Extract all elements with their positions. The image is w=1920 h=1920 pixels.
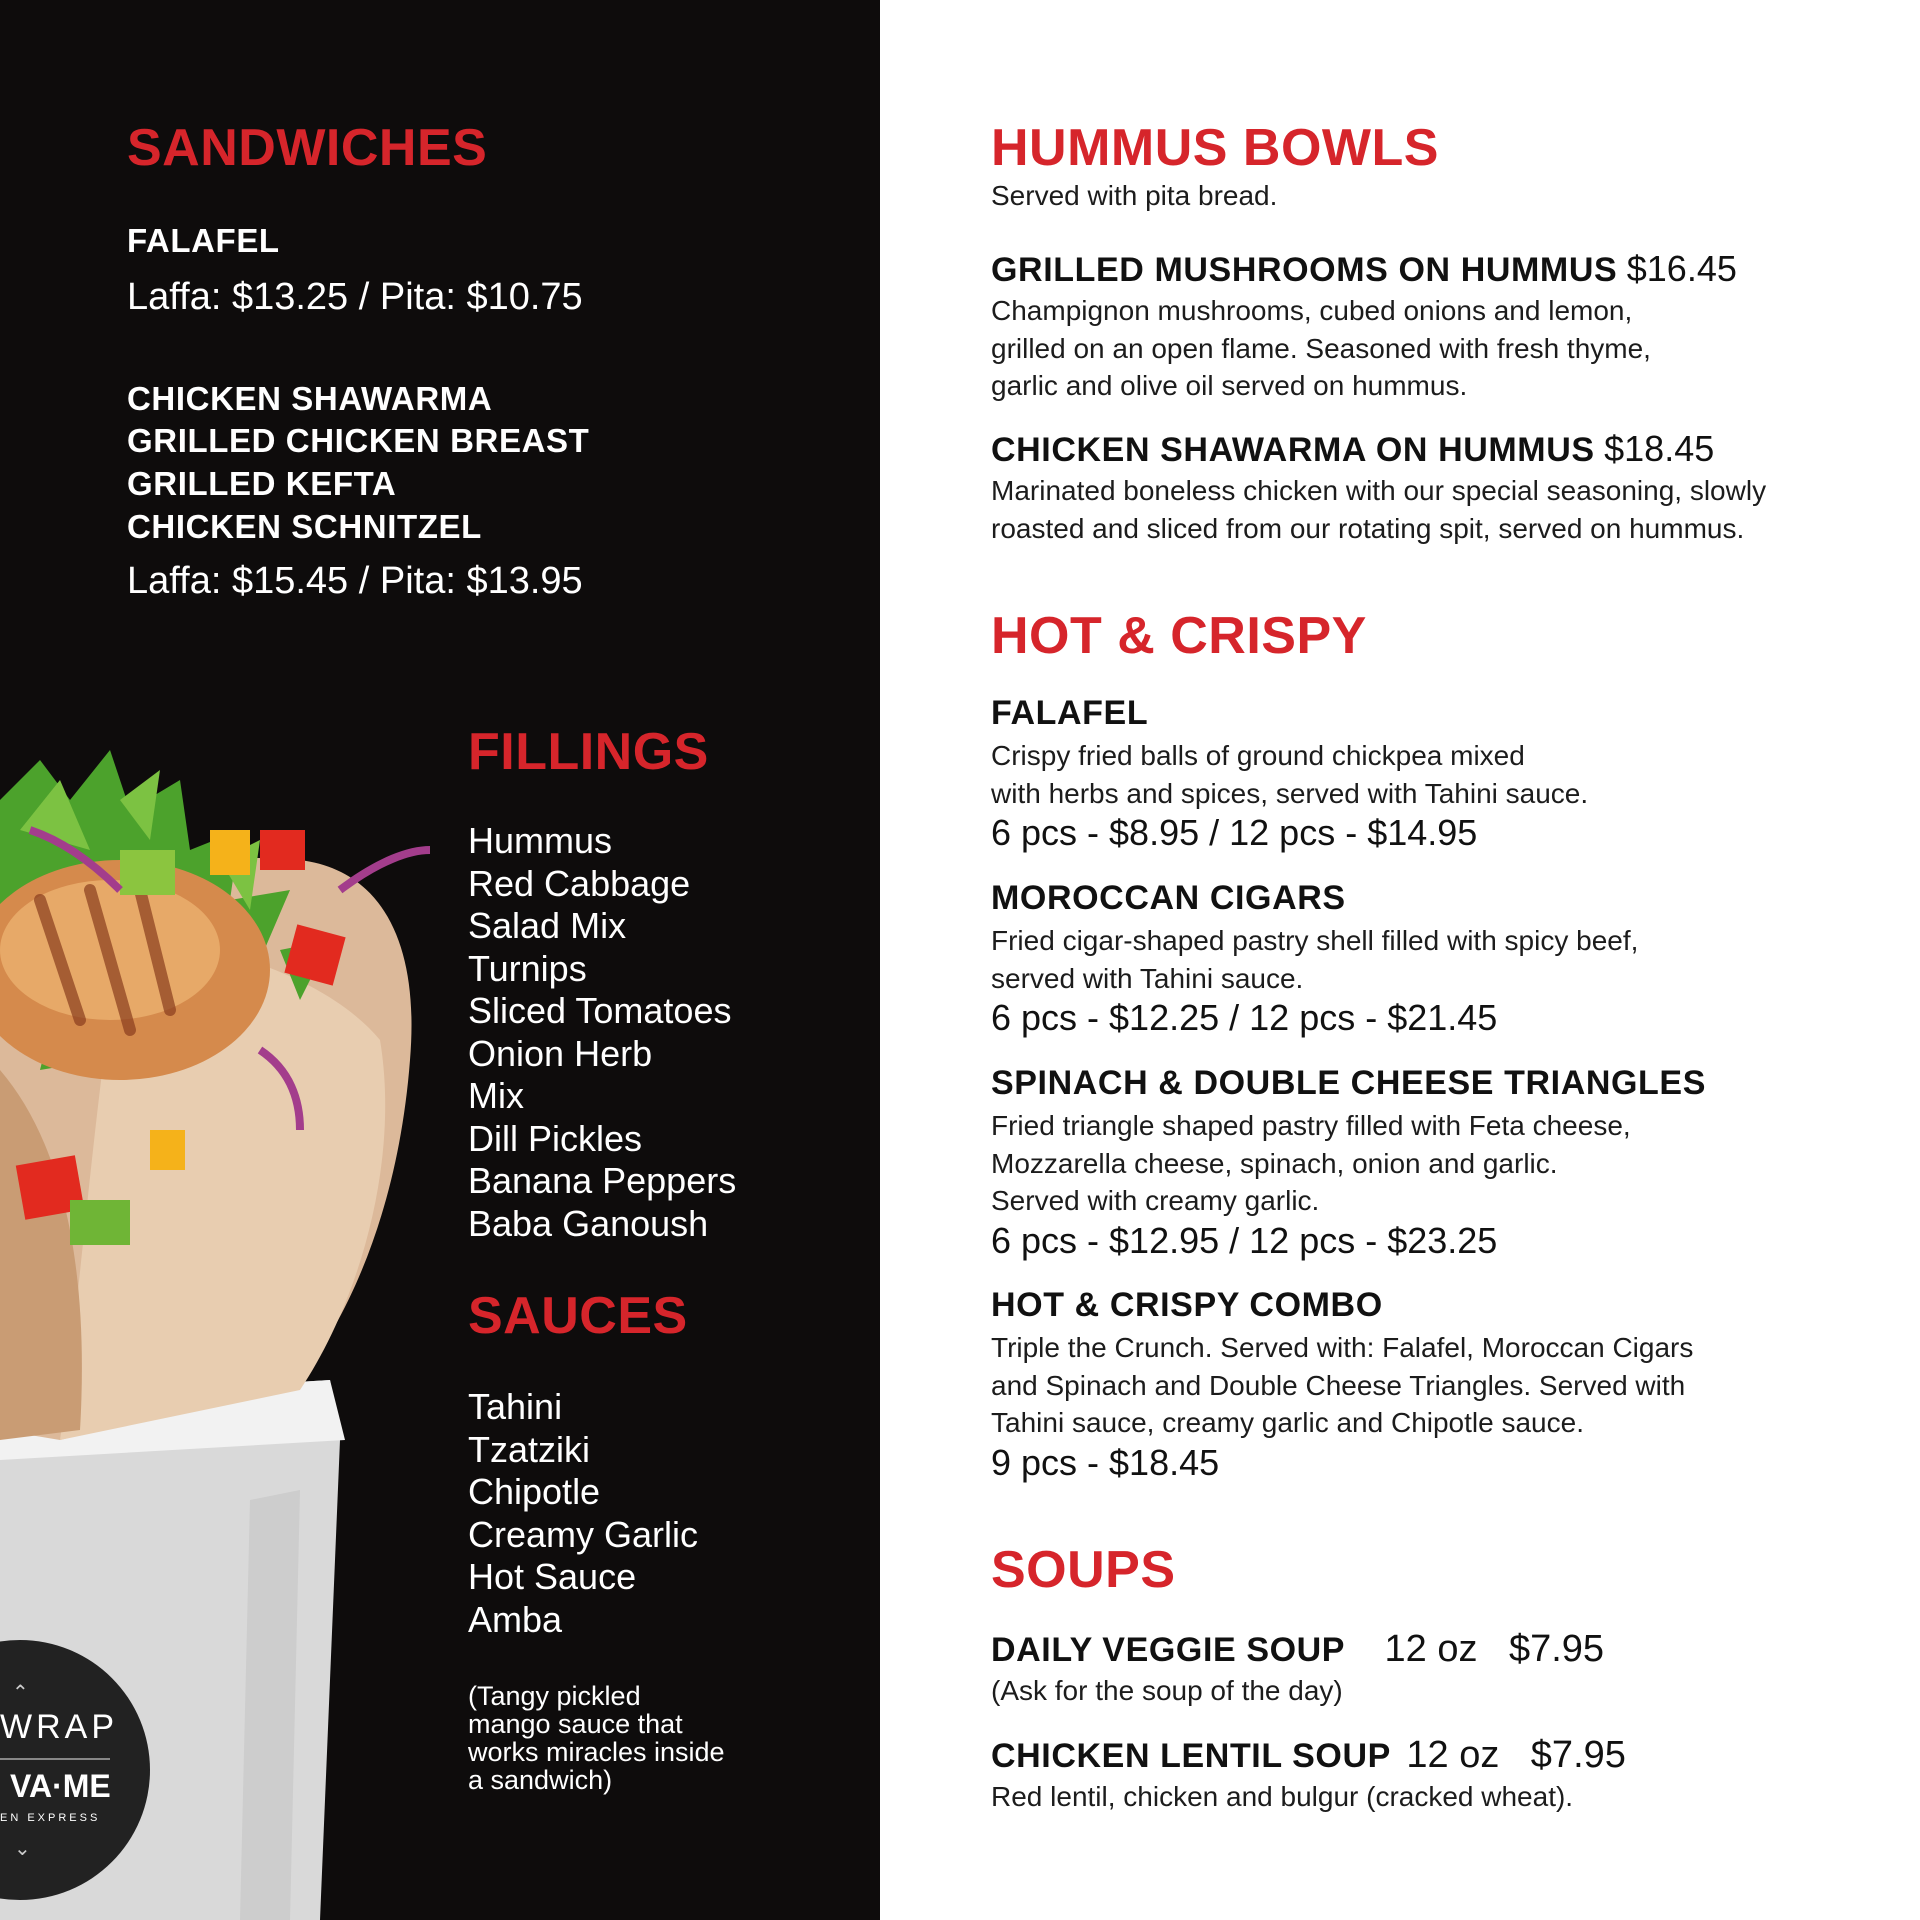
sandwich-item: CHICKEN SHAWARMA — [127, 380, 493, 417]
item-price: 6 pcs - $12.25 / 12 pcs - $21.45 — [991, 997, 1498, 1038]
item-price: $16.45 — [1626, 248, 1737, 289]
filling-item: Sliced Tomatoes — [468, 990, 732, 1031]
item-desc-line: Fried triangle shaped pastry filled with Feta cheese, — [991, 1110, 1631, 1141]
sauce-item: Creamy Garlic — [468, 1513, 699, 1555]
item-title: CHICKEN LENTIL SOUP — [991, 1737, 1391, 1775]
menu-item-moroccan-cigars — [991, 879, 1891, 1039]
item-desc-line: Served with creamy garlic. — [991, 1185, 1320, 1216]
filling-item: Hummus — [468, 820, 613, 861]
hummus-bowls-heading: HUMMUS BOWLS — [991, 119, 1439, 177]
menu-item-spinach-cheese-triangles — [991, 1064, 1891, 1262]
sandwich-item: GRILLED KEFTA — [127, 465, 397, 502]
sauce-item: Tahini — [468, 1386, 563, 1427]
item-desc-line: Red lentil, chicken and bulgur (cracked wheat). — [991, 1781, 1574, 1812]
item-desc-line: Fried cigar-shaped pastry shell filled with spicy beef, — [991, 925, 1639, 956]
filling-item: Salad Mix — [468, 905, 627, 946]
item-desc-line: (Ask for the soup of the day) — [991, 1675, 1343, 1706]
item-desc-line: served with Tahini sauce. — [991, 962, 1304, 994]
item-price: 6 pcs - $12.95 / 12 pcs - $23.25 — [991, 1219, 1498, 1261]
hot-crispy-heading: HOT & CRISPY — [991, 607, 1367, 665]
filling-item: Red Cabbage — [468, 862, 691, 904]
sauce-item: Hot Sauce — [468, 1556, 637, 1597]
sandwich-group-price: Laffa: $15.45 / Pita: $13.95 — [127, 560, 583, 602]
item-title: MOROCCAN CIGARS — [991, 879, 1346, 917]
logo-text-top: WRAP — [0, 1708, 118, 1746]
item-price: 9 pcs - $18.45 — [991, 1441, 1220, 1483]
logo-chevron-down-icon: ⌄ — [14, 1838, 31, 1860]
item-price: $7.95 — [1530, 1734, 1626, 1776]
item-size: 12 oz — [1406, 1734, 1500, 1776]
item-desc-line: and Spinach and Double Cheese Triangles. Served with — [991, 1369, 1686, 1401]
menu-item-chicken-shawarma-hummus — [991, 428, 1911, 547]
menu-item-grilled-mushrooms — [991, 248, 1891, 405]
item-title: HOT & CRISPY COMBO — [991, 1286, 1383, 1324]
sauce-item: Amba — [468, 1598, 563, 1640]
item-title: SPINACH & DOUBLE CHEESE TRIANGLES — [991, 1064, 1706, 1102]
item-price: 6 pcs - $8.95 / 12 pcs - $14.95 — [991, 812, 1478, 853]
fillings-list — [468, 820, 736, 1245]
menu-item-falafel — [991, 694, 1891, 854]
item-price: $7.95 — [1508, 1628, 1605, 1670]
logo-text-bottom: EN EXPRESS — [0, 1812, 101, 1824]
item-title: CHICKEN SHAWARMA ON HUMMUS — [991, 431, 1595, 469]
item-desc-line: Mozzarella cheese, spinach, onion and garlic. — [991, 1147, 1558, 1179]
item-desc-line: grilled on an open flame. Seasoned with fresh thyme, — [991, 332, 1651, 364]
item-desc-line: Marinated boneless chicken with our special seasoning, slowly — [991, 475, 1767, 506]
amba-note — [468, 1682, 725, 1794]
item-desc-line: Champignon mushrooms, cubed onions and lemon, — [991, 295, 1633, 326]
fillings-heading: FILLINGS — [468, 723, 709, 781]
sandwiches-heading: SANDWICHES — [127, 119, 488, 177]
amba-note-line: works miracles inside — [468, 1737, 725, 1767]
filling-item: Dill Pickles — [468, 1117, 643, 1159]
menu-item-chicken-lentil-soup — [991, 1734, 1891, 1813]
sauce-item: Tzatziki — [468, 1428, 591, 1470]
sauces-list — [468, 1386, 698, 1641]
amba-note-line: a sandwich) — [468, 1765, 613, 1795]
menu-item-daily-veggie-soup — [991, 1628, 1891, 1707]
logo-text-mid: VA·ME — [10, 1768, 111, 1804]
amba-note-line: (Tangy pickled — [468, 1681, 641, 1711]
hummus-bowls-subtitle: Served with pita bread. — [991, 180, 1278, 211]
sauce-item: Chipotle — [468, 1471, 601, 1512]
item-title: GRILLED MUSHROOMS ON HUMMUS — [991, 251, 1618, 289]
item-desc-line: Crispy fried balls of ground chickpea mixed — [991, 740, 1525, 771]
item-desc-line: roasted and sliced from our rotating spit, served on hummus. — [991, 512, 1745, 544]
item-title: DAILY VEGGIE SOUP — [991, 1631, 1346, 1669]
filling-item: Turnips — [468, 947, 587, 989]
menu-item-hot-crispy-combo — [991, 1286, 1911, 1484]
filling-item: Mix — [468, 1075, 524, 1116]
soups-heading: SOUPS — [991, 1541, 1176, 1599]
logo-chevron-up-icon: ⌃ — [12, 1682, 29, 1704]
item-title: FALAFEL — [991, 694, 1149, 732]
logo-divider — [0, 1758, 110, 1760]
sandwich-falafel-title: FALAFEL — [127, 222, 280, 259]
item-desc-line: Triple the Crunch. Served with: Falafel, Moroccan Cigars — [991, 1332, 1694, 1363]
sandwich-falafel-price: Laffa: $13.25 / Pita: $10.75 — [127, 276, 583, 318]
filling-item: Banana Peppers — [468, 1160, 737, 1201]
item-size: 12 oz — [1384, 1628, 1478, 1670]
amba-note-line: mango sauce that — [468, 1709, 683, 1739]
sauces-heading: SAUCES — [468, 1287, 688, 1345]
item-price: $18.45 — [1604, 428, 1715, 469]
sandwich-item: CHICKEN SCHNITZEL — [127, 508, 482, 545]
item-desc-line: Tahini sauce, creamy garlic and Chipotle sauce. — [991, 1407, 1584, 1438]
filling-item: Baba Ganoush — [468, 1202, 709, 1244]
item-desc-line: garlic and olive oil served on hummus. — [991, 370, 1468, 401]
right-panel — [880, 0, 1920, 1920]
left-panel — [0, 0, 880, 1920]
sandwich-item: GRILLED CHICKEN BREAST — [127, 422, 590, 459]
filling-item: Onion Herb — [468, 1032, 653, 1074]
item-desc-line: with herbs and spices, served with Tahini sauce. — [991, 777, 1589, 809]
